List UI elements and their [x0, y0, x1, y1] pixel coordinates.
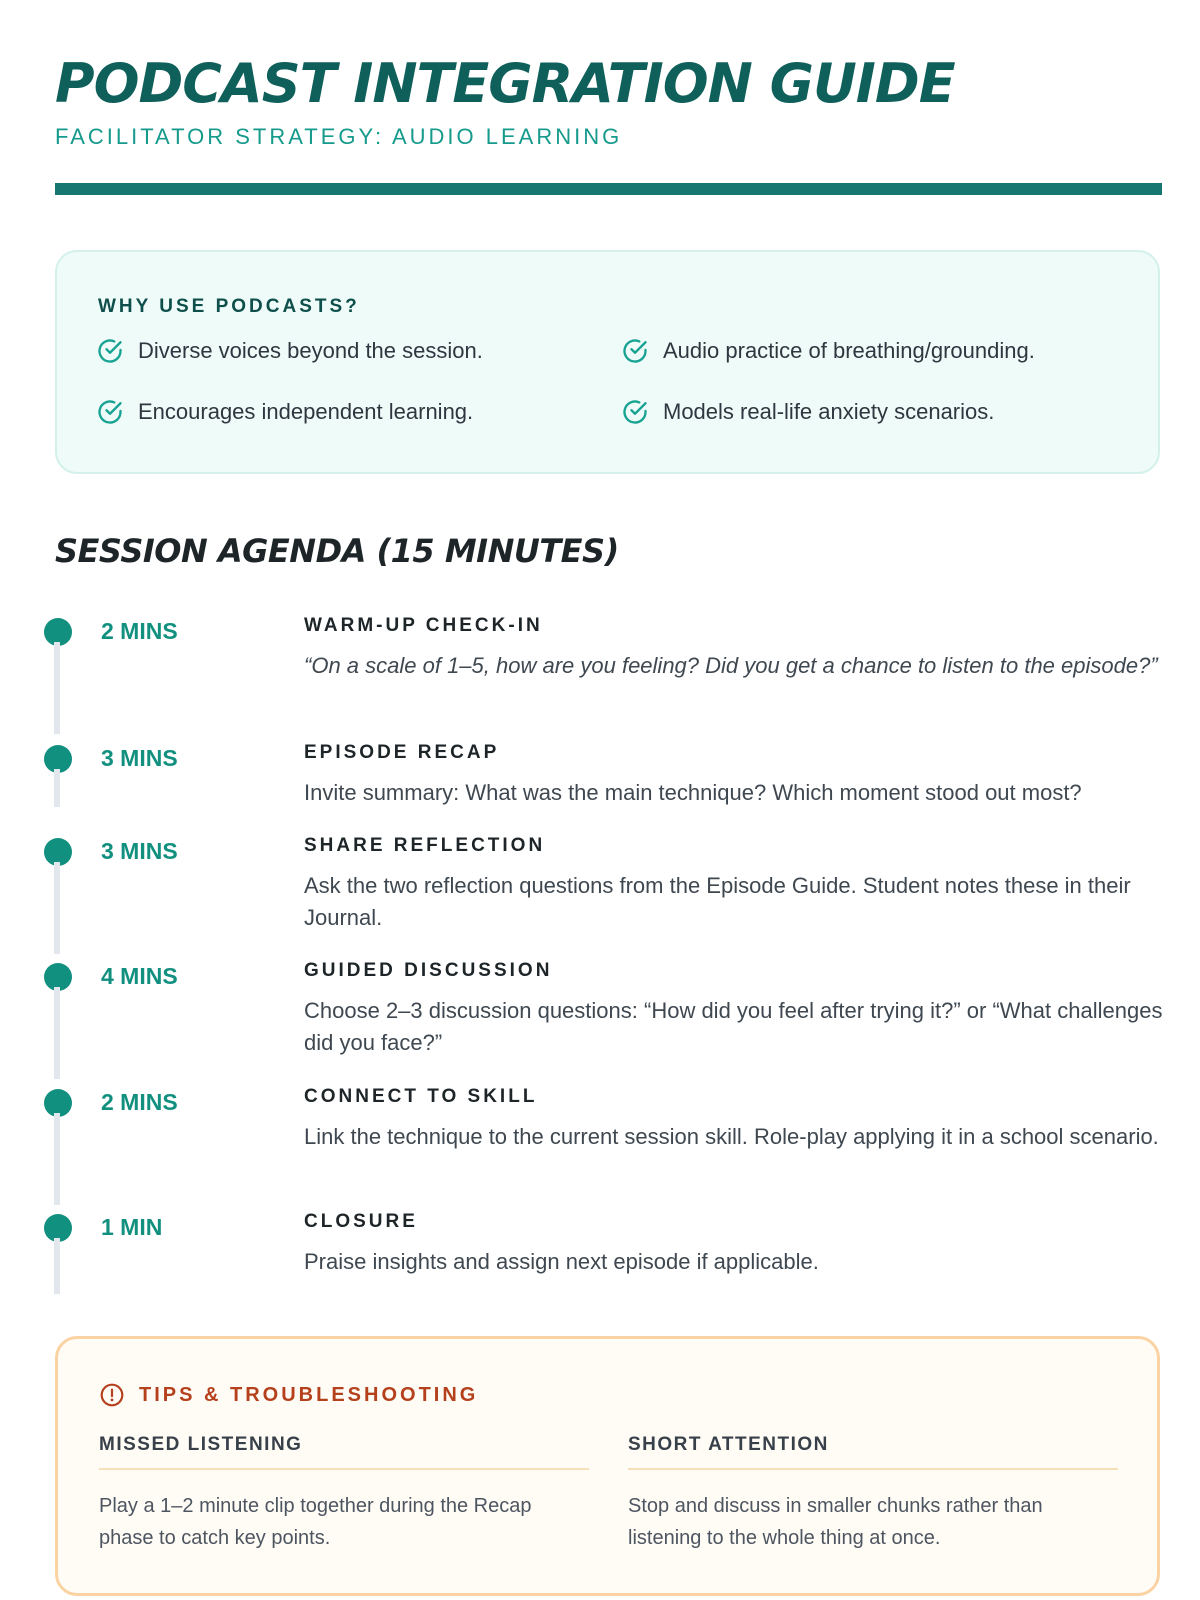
benefit-item	[621, 337, 1035, 365]
why-heading: WHY USE PODCASTS?	[98, 296, 360, 317]
agenda-duration: 4 MINS	[101, 963, 178, 989]
benefit-text: Models real-life anxiety scenarios.	[663, 399, 995, 424]
tips-heading	[99, 1382, 478, 1408]
alert-circle-icon	[99, 1382, 125, 1408]
agenda-step-description: Invite summary: What was the main technique? Which moment stood out most?	[304, 780, 1082, 805]
tips-panel	[55, 1336, 1160, 1596]
agenda-step-description: Link the technique to the current session skill. Role-play applying it in a school scenario.	[304, 1124, 1159, 1149]
agenda-step-title: CONNECT TO SKILL	[304, 1086, 538, 1107]
benefit-item	[96, 398, 473, 426]
tip-description: Play a 1–2 minute clip together during the Recap phase to catch key points.	[99, 1495, 532, 1549]
tip-title: MISSED LISTENING	[99, 1434, 589, 1470]
agenda-step-description: “On a scale of 1–5, how are you feeling? Did you get a chance to listen to the episode?”	[304, 653, 1158, 678]
page-subtitle: FACILITATOR STRATEGY: AUDIO LEARNING	[55, 124, 623, 149]
agenda-title: SESSION AGENDA (15 MINUTES)	[55, 532, 619, 570]
benefit-text: Audio practice of breathing/grounding.	[663, 338, 1035, 363]
agenda-step-title: EPISODE RECAP	[304, 742, 500, 763]
benefit-text: Diverse voices beyond the session.	[138, 338, 483, 363]
check-circle-icon	[96, 337, 124, 365]
timeline-line	[54, 1238, 60, 1294]
benefit-text: Encourages independent learning.	[138, 399, 474, 424]
timeline-line	[54, 987, 60, 1079]
page-title: PODCAST INTEGRATION GUIDE	[55, 52, 955, 115]
agenda-step-description: Choose 2–3 discussion questions: “How did you feel after trying it?” or “What challenges did you face?”	[304, 998, 1163, 1055]
check-circle-icon	[96, 398, 124, 426]
agenda-duration: 3 MINS	[101, 838, 178, 864]
timeline-line	[54, 1113, 60, 1205]
tip-description: Stop and discuss in smaller chunks rather than listening to the whole thing at once.	[628, 1495, 1043, 1549]
agenda-step-title: CLOSURE	[304, 1211, 418, 1232]
timeline-line	[54, 769, 60, 807]
why-use-podcasts-panel	[55, 250, 1160, 474]
agenda-duration: 2 MINS	[101, 618, 178, 644]
agenda-step-description: Ask the two reflection questions from the Episode Guide. Student notes these in their Journal.	[304, 873, 1131, 930]
tips-heading-text: TIPS & TROUBLESHOOTING	[139, 1383, 479, 1406]
timeline-line	[54, 862, 60, 954]
check-circle-icon	[621, 398, 649, 426]
tip-card	[99, 1434, 589, 1554]
agenda-step-description: Praise insights and assign next episode if applicable.	[304, 1249, 819, 1274]
benefit-item	[621, 398, 994, 426]
tip-card	[628, 1434, 1118, 1554]
benefit-item	[96, 337, 483, 365]
tip-title: SHORT ATTENTION	[628, 1434, 1118, 1470]
timeline-line	[54, 642, 60, 734]
agenda-duration: 3 MINS	[101, 745, 178, 771]
check-circle-icon	[621, 337, 649, 365]
agenda-step-title: GUIDED DISCUSSION	[304, 960, 553, 981]
agenda-duration: 1 MIN	[101, 1214, 163, 1240]
header-divider	[55, 183, 1162, 195]
agenda-step-title: WARM-UP CHECK-IN	[304, 615, 543, 636]
agenda-duration: 2 MINS	[101, 1089, 178, 1115]
agenda-step-title: SHARE REFLECTION	[304, 835, 546, 856]
